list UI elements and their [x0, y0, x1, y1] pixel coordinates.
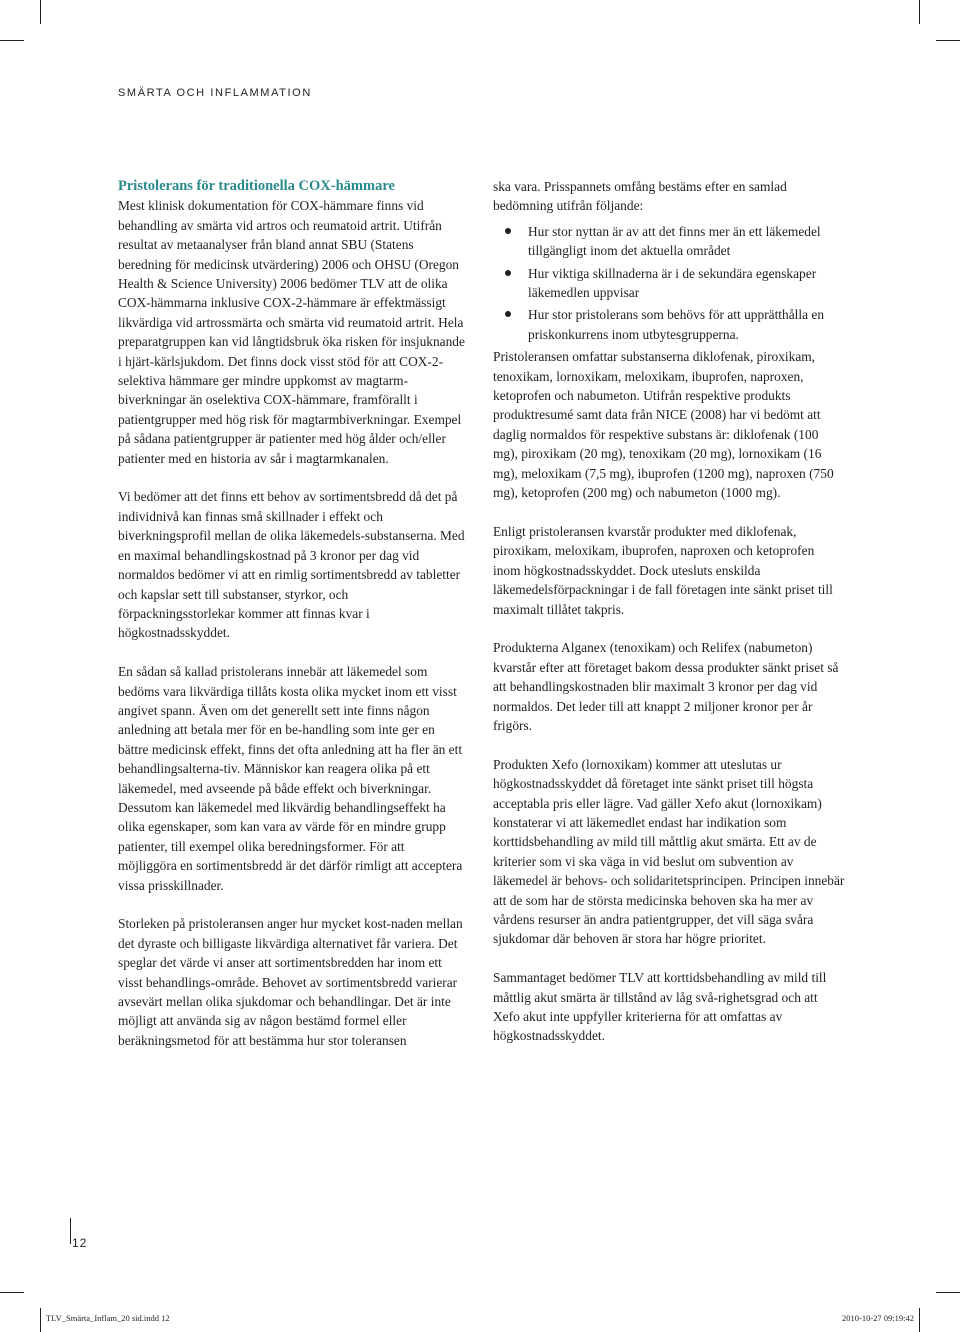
- crop-mark: [40, 0, 41, 24]
- bullet-list: [493, 222, 845, 344]
- crop-mark: [40, 1308, 41, 1332]
- section-heading: Pristolerans för traditionella COX-hämmare: [118, 178, 395, 194]
- paragraph: Produkterna Alganex (tenoxikam) och Relifex (nabumeton) kvarstår efter att företaget bakom dessa produkter sänkt priset så att behandlingskostnaden blir maximalt 3 kronor per dag vid normaldos. Det leder till att knappt 2 miljoner kronor per år frigörs.: [493, 640, 839, 733]
- footer-rule: [70, 1218, 71, 1244]
- crop-mark: [0, 40, 24, 41]
- paragraph: Produkten Xefo (lornoxikam) kommer att uteslutas ur högkostnadsskyddet då företaget inte sänkt priset till högsta acceptabla pris eller lägre. Vad gäller Xefo akut (lornoxikam) konstaterar vi att läkemedlet endast har indikation som korttidsbehandling av mild till måttlig akut smärta. Ett av de kriterier som vi ska väga in vid beslut om subvention av läkemedel är behovs- och solidaritetsprincipen. Principen innebär att de som har de största medicinska behoven ska ha mer av vårdens resurser än andra patientgrupper, det vill säga svåra sjukdomar där behoven är stora har högre prioritet.: [493, 756, 845, 947]
- right-column: [493, 177, 845, 1046]
- left-column: [118, 177, 466, 1050]
- bullet-icon: [505, 228, 511, 234]
- bullet-icon: [505, 311, 511, 317]
- slug-filename: TLV_Smärta_Inflam_20 sid.indd 12: [46, 1313, 170, 1323]
- crop-mark: [919, 0, 920, 24]
- crop-mark: [919, 1308, 920, 1332]
- paragraph: Vi bedömer att det finns ett behov av sortimentsbredd då det på individnivå kan finnas små skillnader i effekt och biverkningsprofil mellan de olika läkemedels-substanserna. Med en maximal behandlingskostnad på 3 kronor per dag vid normaldos bedömer vi att en rimlig sortimentsbredd av tabletter och kapslar sett till substanser, styrkor, och förpackningsstorlekar kommer att finnas kvar i högkostnadsskyddet.: [118, 489, 465, 641]
- list-item: [493, 305, 845, 344]
- bullet-icon: [505, 270, 511, 276]
- paragraph: Sammantaget bedömer TLV att korttidsbehandling av mild till måttlig akut smärta är tillstånd av låg svå-righetsgrad och att Xefo akut inte uppfyller kriterierna för att omfattas av högkostnadsskyddet.: [493, 970, 827, 1044]
- list-item-text: Hur stor nyttan är av att det finns mer än ett läkemedel tillgängligt inom det aktuella området: [528, 223, 821, 259]
- crop-mark: [0, 1292, 24, 1293]
- list-item: [493, 222, 845, 261]
- running-head: SMÄRTA OCH INFLAMMATION: [118, 87, 312, 99]
- crop-mark: [936, 1292, 960, 1293]
- crop-mark: [936, 40, 960, 41]
- paragraph: Storleken på pristoleransen anger hur mycket kost-naden mellan det dyraste och billigaste likvärdiga alternativet får variera. Det speglar det värde vi anser att sortimentsbredden har inom ett visst behandlings-område. Behovet av sortimentsbredd varierar avsevärt mellan olika sjukdomar och behandlingar. Det är inte möjligt att använda sig av någon bestämd formel eller beräkningsmetod för att bestämma hur stor toleransen: [118, 916, 463, 1048]
- list-item-text: Hur stor pristolerans som behövs för att upprätthålla en priskonkurrens inom utbytesgrupperna.: [528, 307, 825, 342]
- list-item: [493, 264, 845, 303]
- paragraph: Enligt pristoleransen kvarstår produkter med diklofenak, piroxikam, meloxikam, ibuprofen, naproxen och ketoprofen inom högkostnadsskyddet. Dock utesluts enskilda läkemedelsförpackningar i de fall företagen inte sänkt priset till maximalt tillåtet takpris.: [493, 523, 833, 617]
- page-number: 12: [72, 1236, 88, 1250]
- paragraph: En sådan så kallad pristolerans innebär att läkemedel som bedöms vara likvärdiga tillåts kosta olika mycket inom ett visst angivet spann. Även om det generellt sett inte finns någon anledning att betala mer för en be-handling som inte ger en bättre medicinsk effekt, finns det ofta anledning att ha fler än ett behandlingsalterna-tiv. Människor kan reagera olika på ett läkemedel, med avseende på både effekt och biverkningar. Dessutom kan läkemedel med likvärdig behandlingseffekt ha olika egenskaper, som kan vara av värde för en mindre grupp patienter, till exempel olika beredningsformer. För att möjliggöra en sortimentsbredd är det därför rimligt att acceptera vissa prisskillnader.: [118, 664, 463, 893]
- paragraph: Pristoleransen omfattar substanserna diklofenak, piroxikam, tenoxikam, lornoxikam, meloxikam, ibuprofen, naproxen, ketoprofen och nabumeton. Utifrån respektive produkts produktresumé samt data från NICE (2008) har vi bedömt att daglig normaldos för respektive substans är: diklofenak (100 mg), piroxikam (20 mg), tenoxikam (20 mg), lornoxikam (16 mg), meloxikam (7,5 mg), ibuprofen (1200 mg), naproxen (750 mg), ketoprofen (200 mg) och nabumeton (1000 mg).: [493, 349, 834, 501]
- list-item-text: Hur viktiga skillnaderna är i de sekundära egenskaper läkemedlen uppvisar: [528, 265, 817, 301]
- paragraph: Mest klinisk dokumentation för COX-hämmare finns vid behandling av smärta vid artros och reumatoid artrit. Utifrån resultat av metaanalyser från bland annat SBU (Statens beredning för medicinsk utvärdering) 2006 och OHSU (Oregon Health & Science University) 2006 bedömer TLV att de olika COX-hämmarna inklusive COX-2-hämmare är effektmässigt likvärdiga vid artrossmärta och smärta vid reumatoid artrit. Hela preparatgruppen kan vid långtidsbruk öka risken för insjuknande i hjärt-kärlsjukdom. Det finns dock visst stöd för att COX-2-selektiva hämmare ger mindre uppkomst av magtarm-biverkningar än oselektiva COX-hämmare, framförallt i patientgrupper med hög risk för magtarmbiverkningar. Exempel på sådana patientgrupper är patienter med hög ålder och/eller patienter med en historia av sår i magtarmkanalen.: [118, 198, 465, 466]
- paragraph: ska vara. Prisspannets omfång bestäms efter en samlad bedömning utifrån följande:: [493, 179, 787, 214]
- slug-timestamp: 2010-10-27 09:19:42: [841, 1313, 914, 1323]
